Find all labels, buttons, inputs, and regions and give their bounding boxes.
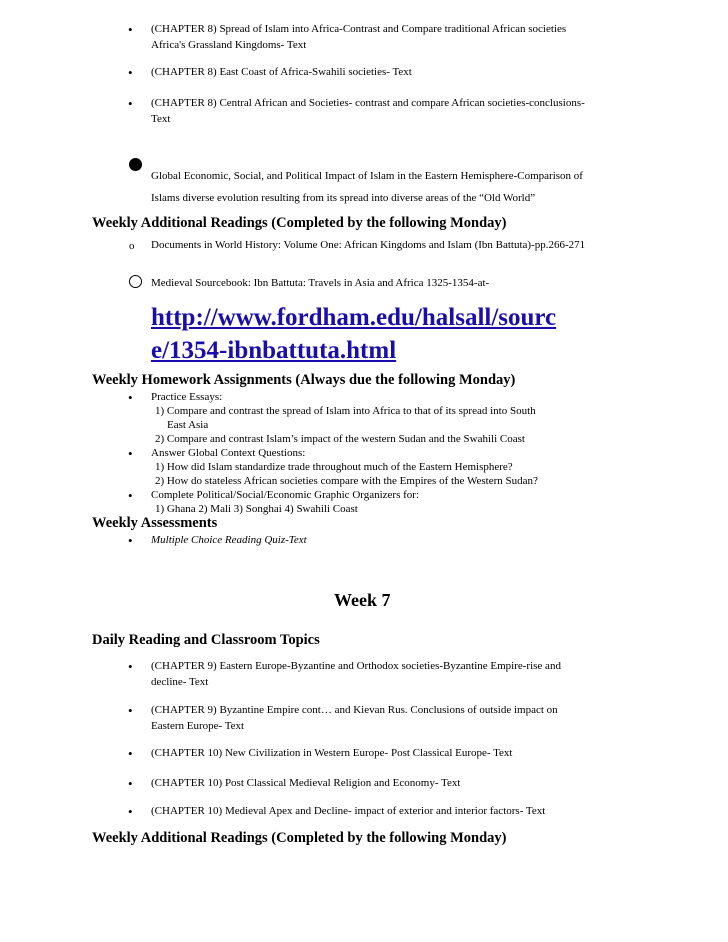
section-heading-homework: Weekly Homework Assignments (Always due the following Monday) xyxy=(92,372,516,388)
bullet: • xyxy=(128,804,133,819)
topic-line: (CHAPTER 9) Byzantine Empire cont… and Kievan Rus. Conclusions of outside impact on xyxy=(151,704,558,716)
topic-line: Africa's Grassland Kingdoms- Text xyxy=(151,39,307,51)
homework-subitem: 2) Compare and contrast Islam’s impact of the western Sudan and the Swahili Coast xyxy=(155,433,525,445)
bullet: • xyxy=(128,446,133,461)
bullet: • xyxy=(128,746,133,761)
section-heading-readings: Weekly Additional Readings (Completed by the following Monday) xyxy=(92,830,507,846)
bullet: • xyxy=(128,96,133,111)
week-title: Week 7 xyxy=(334,590,391,610)
topic-line: decline- Text xyxy=(151,676,209,688)
bullet: • xyxy=(128,488,133,503)
global-topic-line: Global Economic, Social, and Political Impact of Islam in the Eastern Hemisphere-Comparison of xyxy=(151,170,583,182)
homework-item: Practice Essays: xyxy=(151,391,223,403)
reading-link[interactable]: e/1354-ibnbattuta.html xyxy=(151,337,397,364)
bullet: • xyxy=(128,533,133,548)
reading-link[interactable]: http://www.fordham.edu/halsall/sourc xyxy=(151,304,557,331)
section-heading-daily: Daily Reading and Classroom Topics xyxy=(92,632,320,648)
reading-item: Medieval Sourcebook: Ibn Battuta: Travels in Asia and Africa 1325-1354-at- xyxy=(151,277,490,289)
topic-line: (CHAPTER 8) Spread of Islam into Africa-Contrast and Compare traditional African societies xyxy=(151,23,567,35)
circle-bullet-large xyxy=(129,275,142,288)
homework-item: Answer Global Context Questions: xyxy=(151,447,306,459)
section-heading-readings: Weekly Additional Readings (Completed by the following Monday) xyxy=(92,215,507,231)
assessment-item xyxy=(151,532,307,549)
bullet: • xyxy=(128,703,133,718)
large-bullet xyxy=(129,158,142,171)
assessment-item-text: Multiple Choice Reading Quiz-Text xyxy=(151,534,307,546)
topic-line: (CHAPTER 10) Post Classical Medieval Religion and Economy- Text xyxy=(151,777,461,789)
bullet: • xyxy=(128,22,133,37)
bullet: • xyxy=(128,776,133,791)
bullet: • xyxy=(128,65,133,80)
homework-subitem: 1) Ghana 2) Mali 3) Songhai 4) Swahili Coast xyxy=(155,503,358,515)
topic-line: (CHAPTER 9) Eastern Europe-Byzantine and Orthodox societies-Byzantine Empire-rise and xyxy=(151,660,561,672)
topic-line: (CHAPTER 10) Medieval Apex and Decline- impact of exterior and interior factors- Text xyxy=(151,805,546,817)
homework-subitem: 2) How do stateless African societies compare with the Empires of the Western Sudan? xyxy=(155,475,538,487)
topic-line: Text xyxy=(151,113,171,125)
homework-subitem: 1) Compare and contrast the spread of Islam into Africa to that of its spread into South xyxy=(155,405,536,417)
topic-line: (CHAPTER 10) New Civilization in Western Europe- Post Classical Europe- Text xyxy=(151,747,513,759)
bullet: • xyxy=(128,659,133,674)
homework-subitem: 1) How did Islam standardize trade throughout much of the Eastern Hemisphere? xyxy=(155,461,513,473)
homework-subitem: East Asia xyxy=(167,419,209,431)
global-topic-line: Islams diverse evolution resulting from its spread into diverse areas of the “Old World” xyxy=(151,192,536,204)
topic-line: (CHAPTER 8) East Coast of Africa-Swahili societies- Text xyxy=(151,66,412,78)
topic-line: Eastern Europe- Text xyxy=(151,720,245,732)
bullet: • xyxy=(128,390,133,405)
homework-item: Complete Political/Social/Economic Graphic Organizers for: xyxy=(151,489,420,501)
circle-bullet: o xyxy=(129,240,135,252)
section-heading-assessments: Weekly Assessments xyxy=(92,515,218,531)
reading-item: Documents in World History: Volume One: African Kingdoms and Islam (Ibn Battuta)-pp.266-271 xyxy=(151,239,586,251)
topic-line: (CHAPTER 8) Central African and Societies- contrast and compare African societies-conclusions- xyxy=(151,97,585,109)
